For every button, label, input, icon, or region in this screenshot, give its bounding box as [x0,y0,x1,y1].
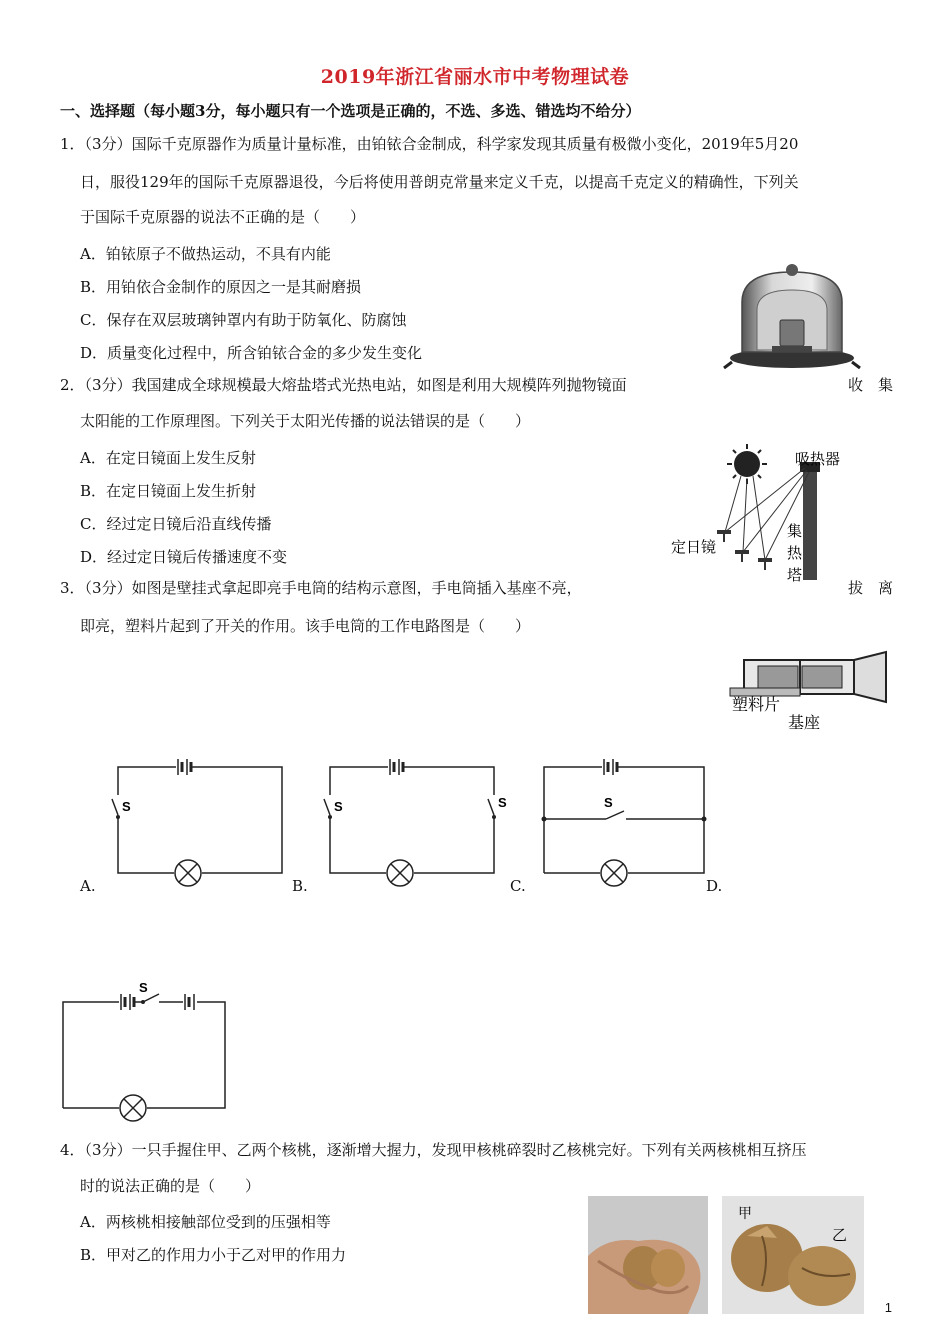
q2-option-c: C．经过定日镜后沿直线传播 [80,515,272,533]
base-label: 基座 [788,715,821,732]
lamp-icon [387,860,413,886]
choice-b-label: B. [292,877,308,895]
hand-walnuts-photo [588,1196,708,1314]
page-number: 1 [884,1300,892,1315]
choice-c-label: C. [510,877,526,895]
q1-line-2: 日，服役129年的国际千克原器退役，今后将使用普朗克常量来定义千克，以提高千克定义的精确性，下列关 [80,173,799,191]
q1-line-3: 于国际千克原器的说法不正确的是（ ） [80,208,366,226]
heliostat-label: 定日镜 [671,539,717,556]
section-heading: 一、选择题（每小题3分，每小题只有一个选项是正确的，不选、多选、错选均不给分） [60,102,641,120]
q3-line-2: 即亮，塑料片起到了开关的作用。该手电筒的工作电路图是（ ） [80,617,531,635]
walnuts-photo [722,1196,864,1314]
choice-d-label: D. [706,877,723,895]
q2-line-2: 太阳能的工作原理图。下列关于太阳光传播的说法错误的是（ ） [80,412,531,430]
q3-line-1: 3．（3分）如图是壁挂式拿起即亮手电筒的结构示意图，手电筒插入基座不亮， [60,579,582,597]
q2-line-1: 2．（3分）我国建成全球规模最大熔盐塔式光热电站，如图是利用大规模阵列抛物镜面 [60,376,627,394]
absorber-label: 吸热器 [795,451,841,468]
q1-option-d: D．质量变化过程中，所含铂铱合金的多少发生变化 [80,344,423,362]
tower-label-1: 集 [787,523,803,540]
q1-option-b: B．用铂依合金制作的原因之一是其耐磨损 [80,278,362,296]
solar-tower-figure [665,440,865,585]
kilogram-prototype-figure [722,262,862,370]
switch-label: S [498,795,507,810]
tower-label-3: 塔 [787,567,803,584]
lamp-icon [120,1095,146,1121]
q4-line-1: 4．（3分）一只手握住甲、乙两个核桃，逐渐增大握力，发现甲核桃碎裂时乙核桃完好。下列有关两核桃相互挤压 [60,1141,807,1159]
q1-option-c: C．保存在双层玻璃钟罩内有助于防氧化、防腐蚀 [80,311,407,329]
jia-label: 甲 [738,1205,752,1221]
q2-line-1-tail: 收 集 [848,376,894,394]
page-title: 2019年浙江省丽水市中考物理试卷 [320,66,630,88]
q4-option-b: B．甲对乙的作用力小于乙对甲的作用力 [80,1246,347,1264]
q4-line-2: 时的说法正确的是（ ） [80,1177,261,1195]
switch-label: S [122,799,131,814]
lamp-icon [175,860,201,886]
circuit-d [55,980,235,1120]
circuit-a [110,755,290,890]
q2-option-a: A．在定日镜面上发生反射 [80,449,256,467]
tower-label-2: 热 [787,545,803,562]
circuit-b [322,755,507,890]
lamp-icon [601,860,627,886]
switch-label: S [604,795,613,810]
q3-line-1-tail: 拔 离 [848,579,894,597]
flashlight-figure [728,648,893,733]
yi-label: 乙 [832,1227,848,1244]
q4-option-a: A．两核桃相接触部位受到的压强相等 [80,1213,331,1231]
switch-label: S [139,980,148,995]
q1-option-a: A．铂铱原子不做热运动，不具有内能 [80,245,331,263]
q1-line-1: 1．（3分）国际千克原器作为质量计量标准，由铂铱合金制成，科学家发现其质量有极微小变化，2019年5月20 [60,135,799,153]
choice-a-label: A. [80,877,96,895]
q2-option-b: B．在定日镜面上发生折射 [80,482,257,500]
switch-label: S [334,799,343,814]
q2-option-d: D．经过定日镜后传播速度不变 [80,548,288,566]
circuit-c [536,755,716,890]
plastic-label: 塑料片 [732,697,781,714]
